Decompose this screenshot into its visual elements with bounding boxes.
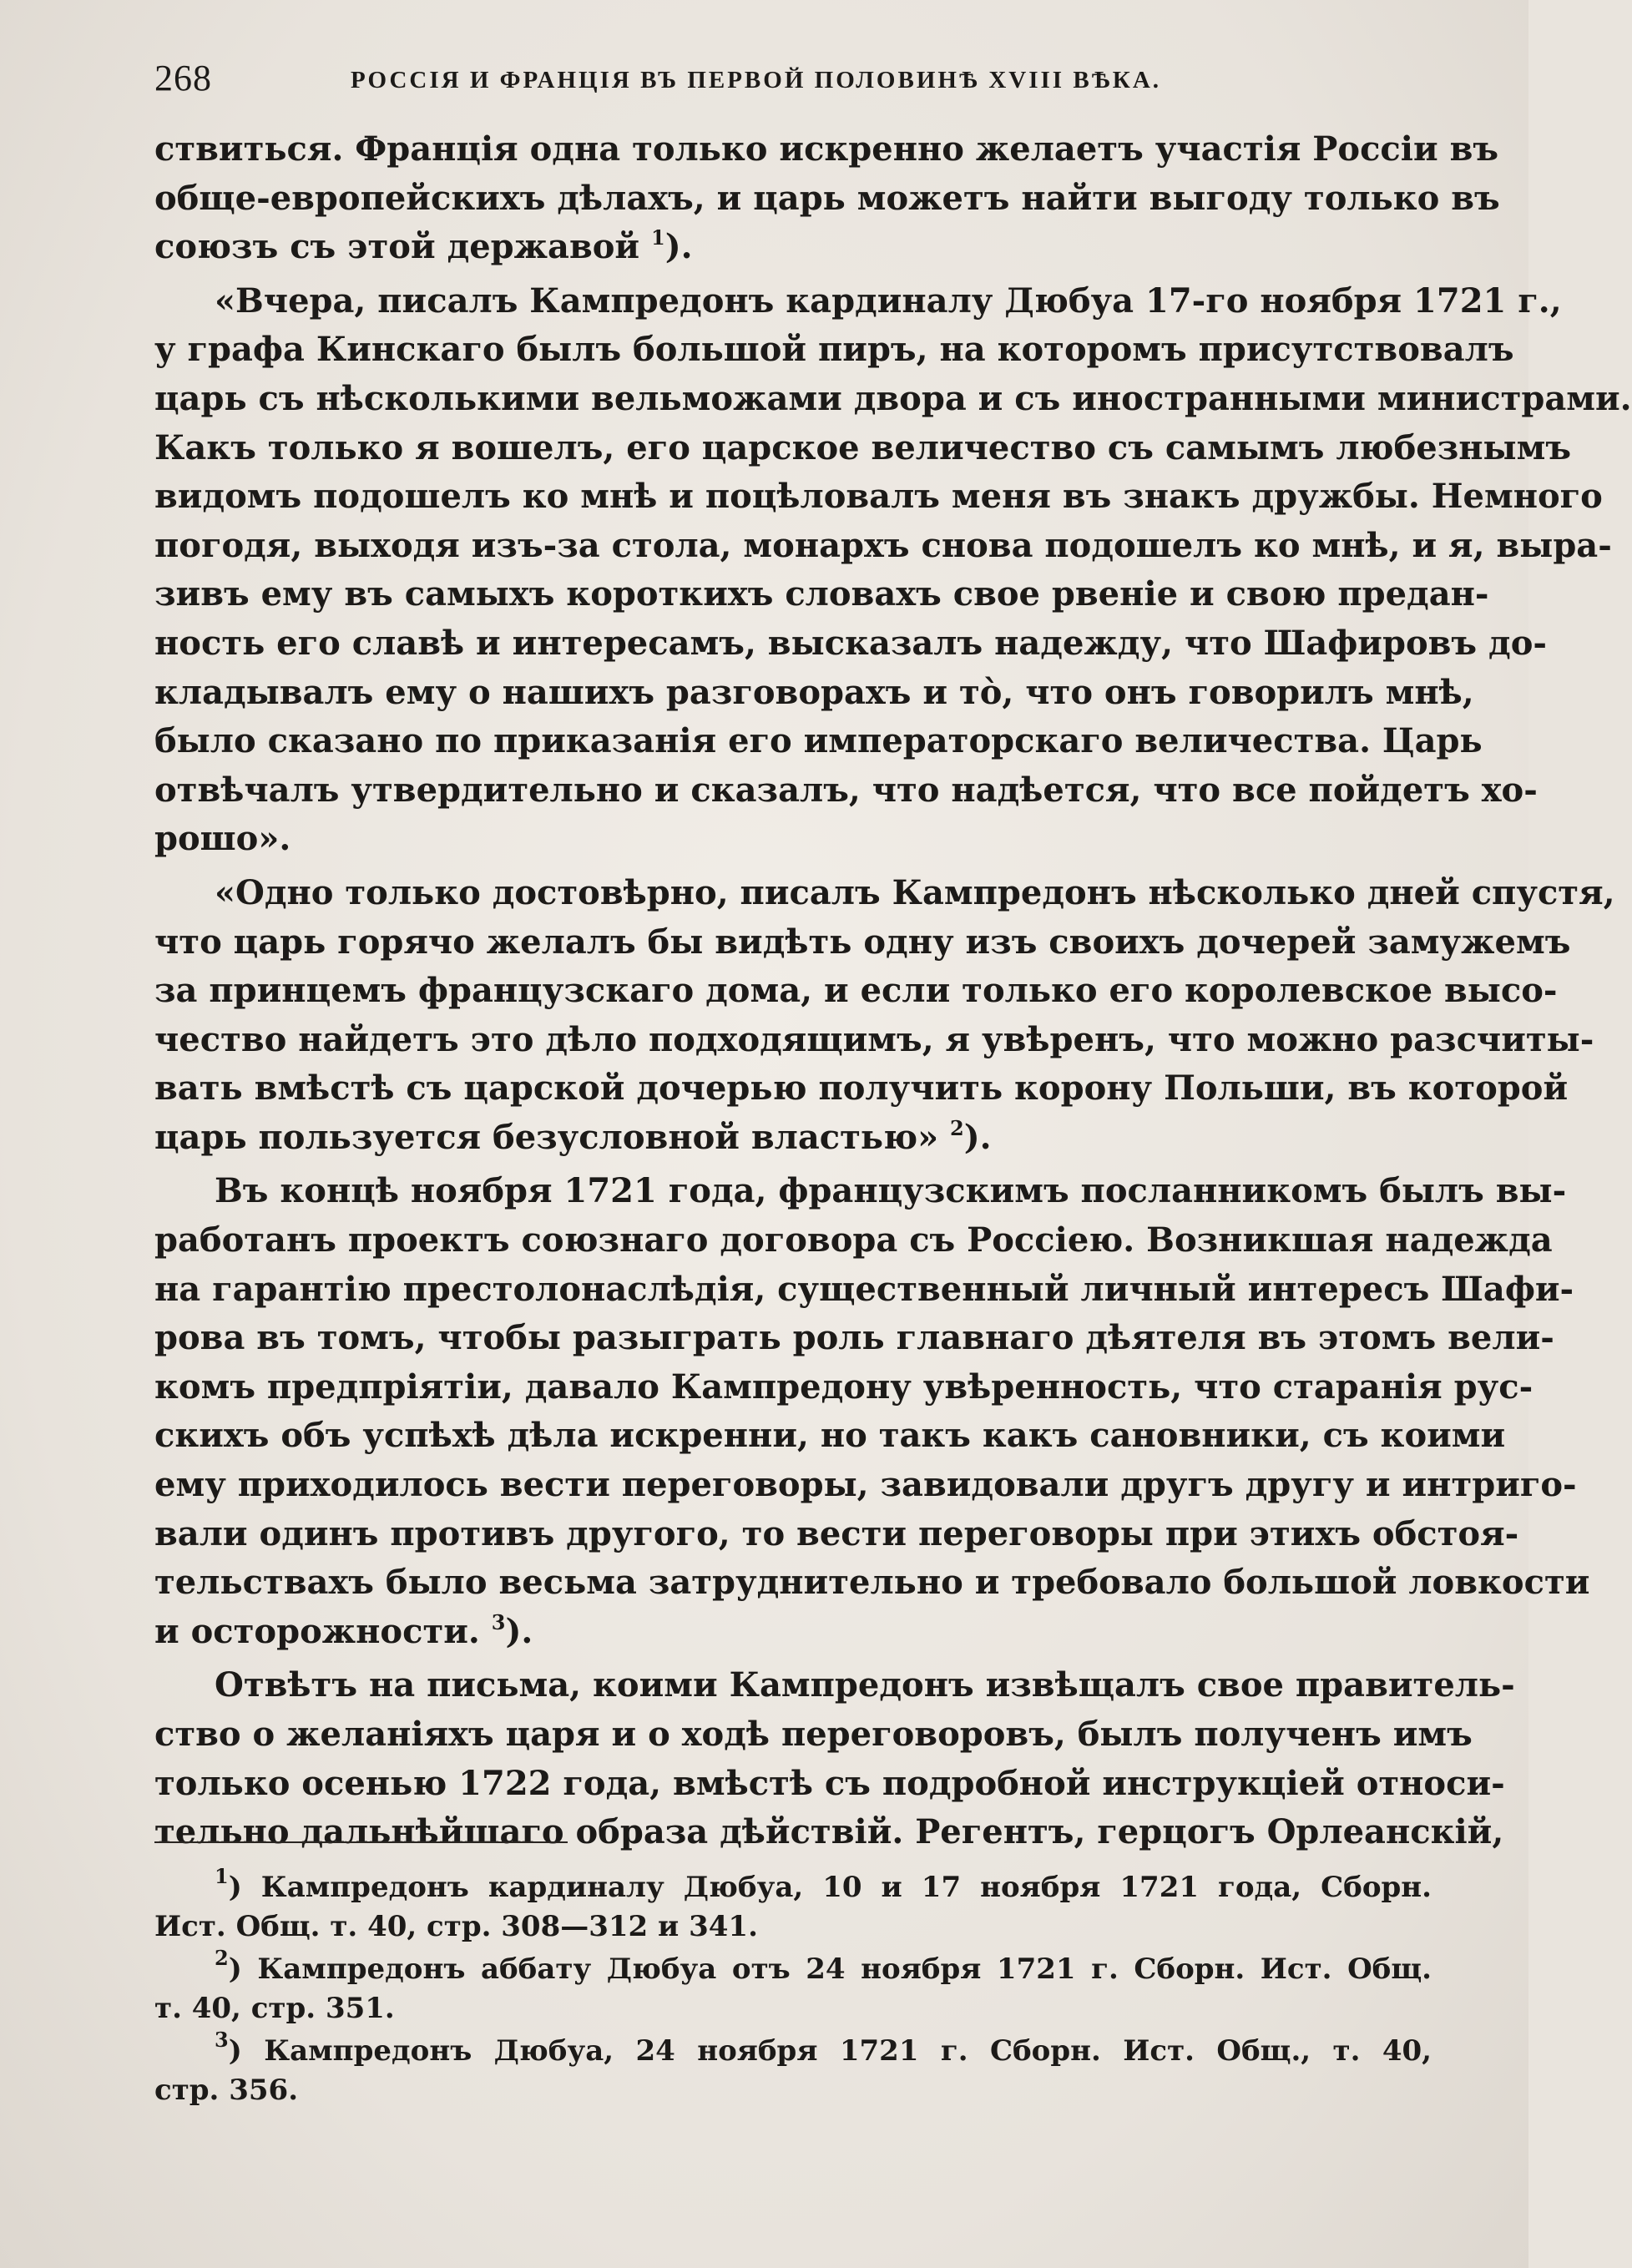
text-line: отвѣчалъ утвердительно и сказалъ, что надѣется, что все пойдетъ хо- — [154, 770, 1538, 810]
text-line: за принцемъ французскаго дома, и если только его королевское высо- — [154, 971, 1558, 1011]
text-line: на гарантію престолонаслѣдія, существенный личный интересъ Шафи- — [154, 1269, 1574, 1309]
footnote-mark: 1 — [215, 1864, 229, 1888]
text-line: чество найдетъ это дѣло подходящимъ, я увѣренъ, что можно разсчиты- — [154, 1019, 1594, 1059]
text-line: ство о желаніяхъ царя и о ходѣ переговоровъ, былъ полученъ имъ — [154, 1715, 1473, 1754]
footnote-3 — [154, 2028, 1432, 2110]
text-line: обще-европейскихъ дѣлахъ, и царь можетъ найти выгоду только въ — [154, 178, 1500, 218]
text-line: ность его славѣ и интересамъ, высказалъ надежду, что Шафировъ до- — [154, 623, 1547, 663]
text-line: кладывалъ ему о нашихъ разговорахъ и то̀, что онъ говорилъ мнѣ, — [154, 672, 1474, 712]
text-line: тельствахъ было весьма затруднительно и требовало большой ловкости — [154, 1563, 1590, 1603]
text-line: что царь горячо желалъ бы видѣть одну изъ своихъ дочерей замужемъ — [154, 922, 1571, 962]
footnote-line: Ист. Общ. т. 40, стр. 308—312 и 341. — [154, 1910, 758, 1943]
footnote-mark: 2 — [215, 1946, 229, 1970]
text-line: зивъ ему въ самыхъ короткихъ словахъ свое рвеніе и свою предан- — [154, 574, 1489, 614]
page-number: 268 — [154, 58, 212, 98]
text-line: видомъ подошелъ ко мнѣ и поцѣловалъ меня въ знакъ дружбы. Немного — [154, 477, 1603, 517]
text-line: скихъ объ успѣхѣ дѣла искренни, но такъ какъ сановники, съ коими — [154, 1416, 1506, 1456]
text-line: Въ концѣ ноября 1721 года, французскимъ посланникомъ былъ вы- — [215, 1171, 1567, 1211]
text-line: было сказано по приказанія его императорскаго величества. Царь — [154, 721, 1483, 761]
text-line: царь пользуется безусловной властью» $^2$). — [154, 1115, 992, 1157]
running-title: РОССІЯ И ФРАНЦІЯ ВЪ ПЕРВОЙ ПОЛОВИНѢ XVIII ВѢКА. — [351, 67, 1162, 93]
footnote-line: $^3$) Кампредонъ Дюбуа, 24 ноября 1721 г. Сборн. Ист. Общ., т. 40, — [215, 2028, 1432, 2068]
text-line: работанъ проектъ союзнаго договора съ Россіею. Возникшая надежда — [154, 1220, 1553, 1260]
footnotes — [154, 1864, 1432, 2110]
text-line: ствиться. Франція одна только искренно желаетъ участія Россіи въ — [154, 129, 1499, 169]
paragraph-2 — [154, 277, 1632, 864]
footnote-mark: 3 — [215, 2028, 229, 2052]
paragraph-5 — [154, 1661, 1515, 1856]
text-line: погодя, выходя изъ-за стола, монархъ снова подошелъ ко мнѣ, и я, выра- — [154, 525, 1612, 565]
text-line: у графа Кинскаго былъ большой пиръ, на которомъ присутствовалъ — [154, 330, 1514, 370]
footnote-divider — [154, 1841, 568, 1843]
text-line: и осторожности. $^3$). — [154, 1609, 533, 1651]
text-line: вать вмѣстѣ съ царской дочерью получить корону Польши, въ которой — [154, 1068, 1569, 1109]
body-text — [154, 125, 1632, 1857]
footnote-line: стр. 356. — [154, 2074, 299, 2107]
paragraph-3 — [154, 869, 1615, 1163]
footnote-2 — [154, 1946, 1432, 2028]
text-line: вали одинъ противъ другого, то вести переговоры при этихъ обстоя- — [154, 1513, 1519, 1553]
text-line: «Одно только достовѣрно, писалъ Кампредонъ нѣсколько дней спустя, — [215, 872, 1615, 912]
text-line: Какъ только я вошелъ, его царское величество съ самымъ любезнымъ — [154, 427, 1572, 467]
page-header — [154, 57, 1432, 107]
text-line: ему приходилось вести переговоры, завидовали другъ другу и интриго- — [154, 1465, 1577, 1505]
paragraph-4 — [154, 1167, 1590, 1656]
text-line: царь съ нѣсколькими вельможами двора и съ иностранными министрами. — [154, 378, 1632, 418]
text-line: «Вчера, писалъ Кампредонъ кардиналу Дюбуа 17-го ноября 1721 г., — [215, 280, 1562, 321]
text-line: комъ предпріятіи, давало Кампредону увѣренность, что старанія рус- — [154, 1366, 1533, 1407]
text-line: тельно дальнѣйшаго образа дѣйствій. Регентъ, герцогъ Орлеанскій, — [154, 1812, 1504, 1852]
text-line: только осенью 1722 года, вмѣстѣ съ подробной инструкціей относи- — [154, 1763, 1505, 1803]
footnote-1 — [154, 1864, 1432, 1947]
footnote-line: т. 40, стр. 351. — [154, 1992, 395, 2025]
footnote-ref-3[interactable]: 3 — [491, 1609, 506, 1634]
text-line: Отвѣтъ на письма, коими Кампредонъ извѣщалъ свое правитель- — [215, 1665, 1515, 1705]
footnote-line: $^1$) Кампредонъ кардиналу Дюбуа, 10 и 17 ноября 1721 года, Сборн. — [215, 1864, 1432, 1904]
footnote-line: $^2$) Кампредонъ аббату Дюбуа отъ 24 ноября 1721 г. Сборн. Ист. Общ. — [215, 1946, 1432, 1986]
text-line: рова въ томъ, чтобы разыграть роль главнаго дѣятеля въ этомъ вели- — [154, 1318, 1554, 1358]
paragraph-1 — [154, 125, 1500, 272]
text-line: союзъ съ этой державой $^1$). — [154, 225, 693, 267]
text-line: рошо». — [154, 819, 291, 859]
footnote-ref-1[interactable]: 1 — [651, 225, 665, 250]
footnote-ref-2[interactable]: 2 — [950, 1115, 964, 1140]
